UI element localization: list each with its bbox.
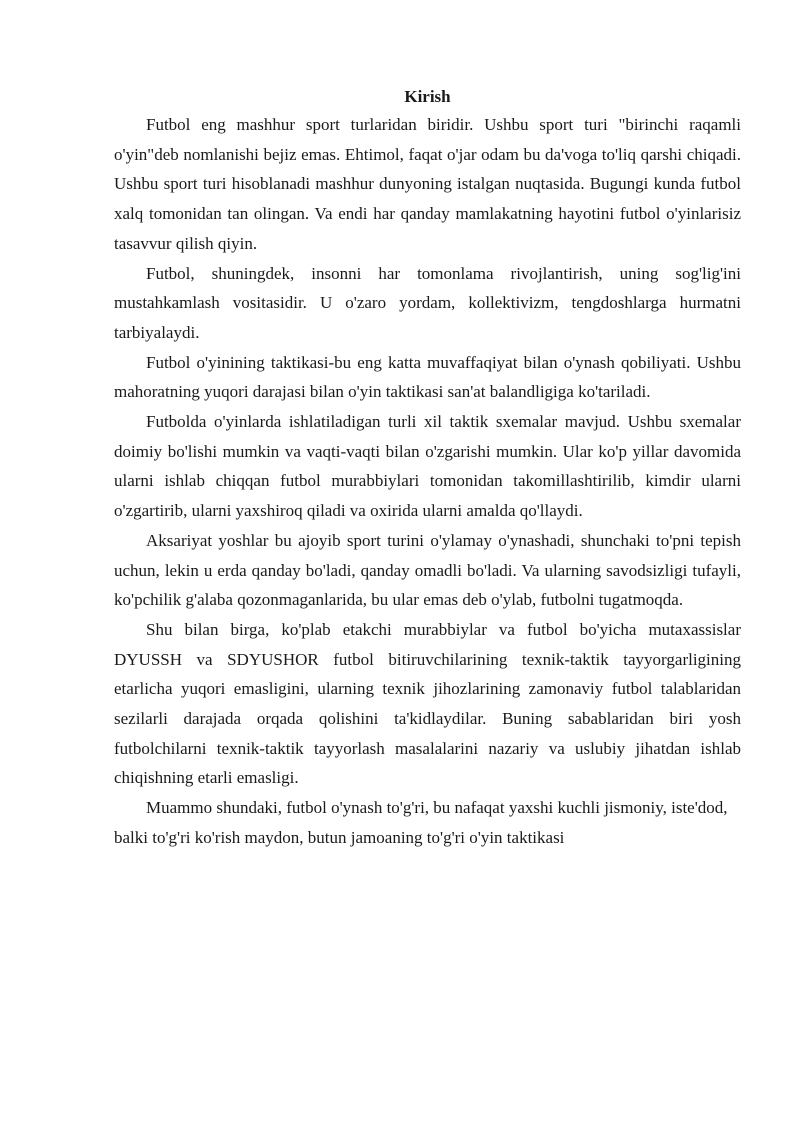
- paragraph-2: Futbol, shuningdek, insonni har tomonlama rivojlantirish, uning sog'lig'ini mustahkamlash vositasidir. U o'zaro yordam, kollektivizm, tengdoshlarga hurmatni tarbiyalaydi.: [114, 263, 741, 342]
- paragraph-4: Futbolda o'yinlarda ishlatiladigan turli xil taktik sxemalar mavjud. Ushbu sxemalar doimiy bo'lishi mumkin va vaqti-vaqti bilan o'zgarishi mumkin. Ular ko'p yillar davomida ularni ishlab chiqqan futbol murabbiylari tomonidan takomillashtirilib, kimdir ularni o'zgartirib, ularni yaxshiroq qiladi va oxirida ularni amalda qo'llaydi.: [114, 412, 741, 521]
- paragraph-1: Futbol eng mashhur sport turlaridan biridir. Ushbu sport turi "birinchi raqamli o'yin"deb nomlanishi bejiz emas. Ehtimol, faqat o'jar odam bu da'voga to'liq qarshi chiqadi. Ushbu sport turi hisoblanadi mashhur dunyoning istalgan nuqtasida. Bugungi kunda futbol xalq tomonidan tan olingan. Va endi har qanday mamlakatning hayotini futbol o'yinlarisiz tasavvur qilish qiyin.: [114, 115, 741, 253]
- paragraph-7: Muammo shundaki, futbol o'ynash to'g'ri, bu nafaqat yaxshi kuchli jismoniy, iste'dod, balki to'g'ri ko'rish maydon, butun jamoaning to'g'ri o'yin taktikasi: [114, 798, 728, 847]
- paragraph-6: Shu bilan birga, ko'plab etakchi murabbiylar va futbol bo'yicha mutaxassislar DYUSSH va SDYUSHOR futbol bitiruvchilarining texnik-taktik tayyorgarligining etarlicha yuqori emasligini, ularning texnik jihozlarining zamonaviy futbol talablaridan sezilarli darajada orqada qolishini ta'kidlaydilar. Buning sabablaridan biri yosh futbolchilarni texnik-taktik tayyorlash masalalarini nazariy va uslubiy jihatdan ishlab chiqishning etarli emasligi.: [114, 619, 741, 788]
- paragraph-5: Aksariyat yoshlar bu ajoyib sport turini o'ylamay o'ynashadi, shunchaki to'pni tepish uchun, lekin u erda qanday bo'ladi, qanday omadli bo'ladi. Va ularning savodsizligi tufayli, ko'pchilik g'alaba qozonmaganlarida, bu ular emas deb o'ylab, futbolni tugatmoqda.: [114, 530, 741, 610]
- document-page: [114, 84, 741, 853]
- document-title: Kirish: [404, 87, 451, 106]
- paragraph-3: Futbol o'yinining taktikasi-bu eng katta muvaffaqiyat bilan o'ynash qobiliyati. Ushbu mahoratning yuqori darajasi bilan o'yin taktikasi san'at balandligiga ko'tariladi.: [114, 352, 741, 402]
